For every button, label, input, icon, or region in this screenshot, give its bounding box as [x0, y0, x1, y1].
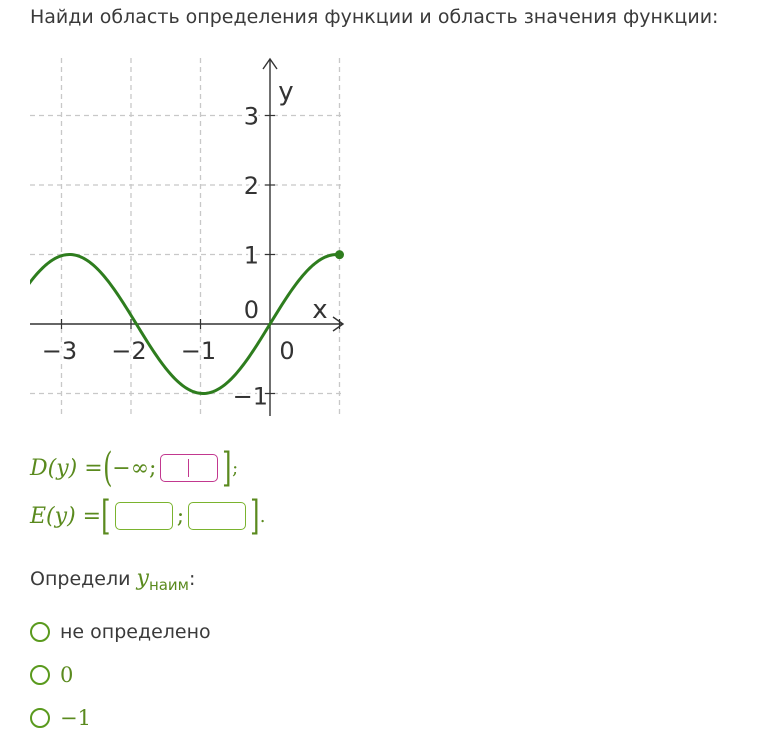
range-suffix: . — [259, 505, 266, 527]
x-tick-label: −2 — [111, 337, 147, 365]
option-minus-one[interactable] — [30, 706, 91, 730]
tick-labels — [42, 77, 340, 411]
function-curve-group — [30, 250, 344, 393]
radio-circle-icon[interactable] — [30, 665, 50, 685]
option-label: −1 — [60, 706, 91, 730]
x-tick-label: −1 — [180, 337, 217, 365]
range-upper-input[interactable] — [188, 502, 246, 530]
y-tick-label: 3 — [243, 102, 259, 131]
domain-prefix: D(y) = — [30, 455, 103, 481]
y-min-subscript: наим — [148, 575, 190, 594]
option-label: 0 — [60, 663, 74, 687]
range-lower-input[interactable] — [115, 502, 173, 530]
y-tick-label: 1 — [243, 241, 259, 270]
question-text: Найди область определения функции и область значения функции: — [30, 6, 719, 28]
domain-close-bracket: ] — [222, 445, 232, 491]
domain-infinity: −∞; — [112, 455, 157, 481]
range-prefix: E(y) = — [30, 503, 102, 529]
determine-label: Определи — [30, 568, 131, 590]
range-open-bracket: [ — [101, 493, 111, 539]
curve-endpoint-dot — [335, 250, 344, 259]
range-separator: ; — [176, 503, 185, 529]
radio-circle-icon[interactable] — [30, 622, 50, 642]
option-zero[interactable] — [30, 663, 73, 687]
domain-upper-input[interactable] — [160, 454, 218, 482]
determine-colon: : — [189, 568, 196, 590]
domain-open-bracket: ( — [102, 445, 113, 491]
function-graph — [30, 56, 350, 418]
determine-prompt — [30, 566, 195, 594]
domain-suffix: ; — [232, 457, 239, 479]
x-tick-label: 0 — [279, 337, 295, 365]
option-label: не определено — [60, 621, 211, 643]
y-tick-label: 2 — [243, 172, 259, 200]
option-undefined[interactable] — [30, 621, 211, 643]
y-axis-label: y — [278, 77, 294, 107]
x-tick-label: −3 — [41, 337, 78, 365]
range-close-bracket: ] — [250, 493, 260, 539]
y-tick-label: −1 — [232, 382, 268, 411]
x-axis-label: x — [312, 295, 328, 325]
y-min-symbol: y — [136, 566, 149, 591]
domain-line — [30, 445, 239, 491]
y-tick-label: 0 — [243, 296, 259, 324]
radio-circle-icon[interactable] — [30, 708, 50, 728]
range-line — [30, 493, 266, 539]
